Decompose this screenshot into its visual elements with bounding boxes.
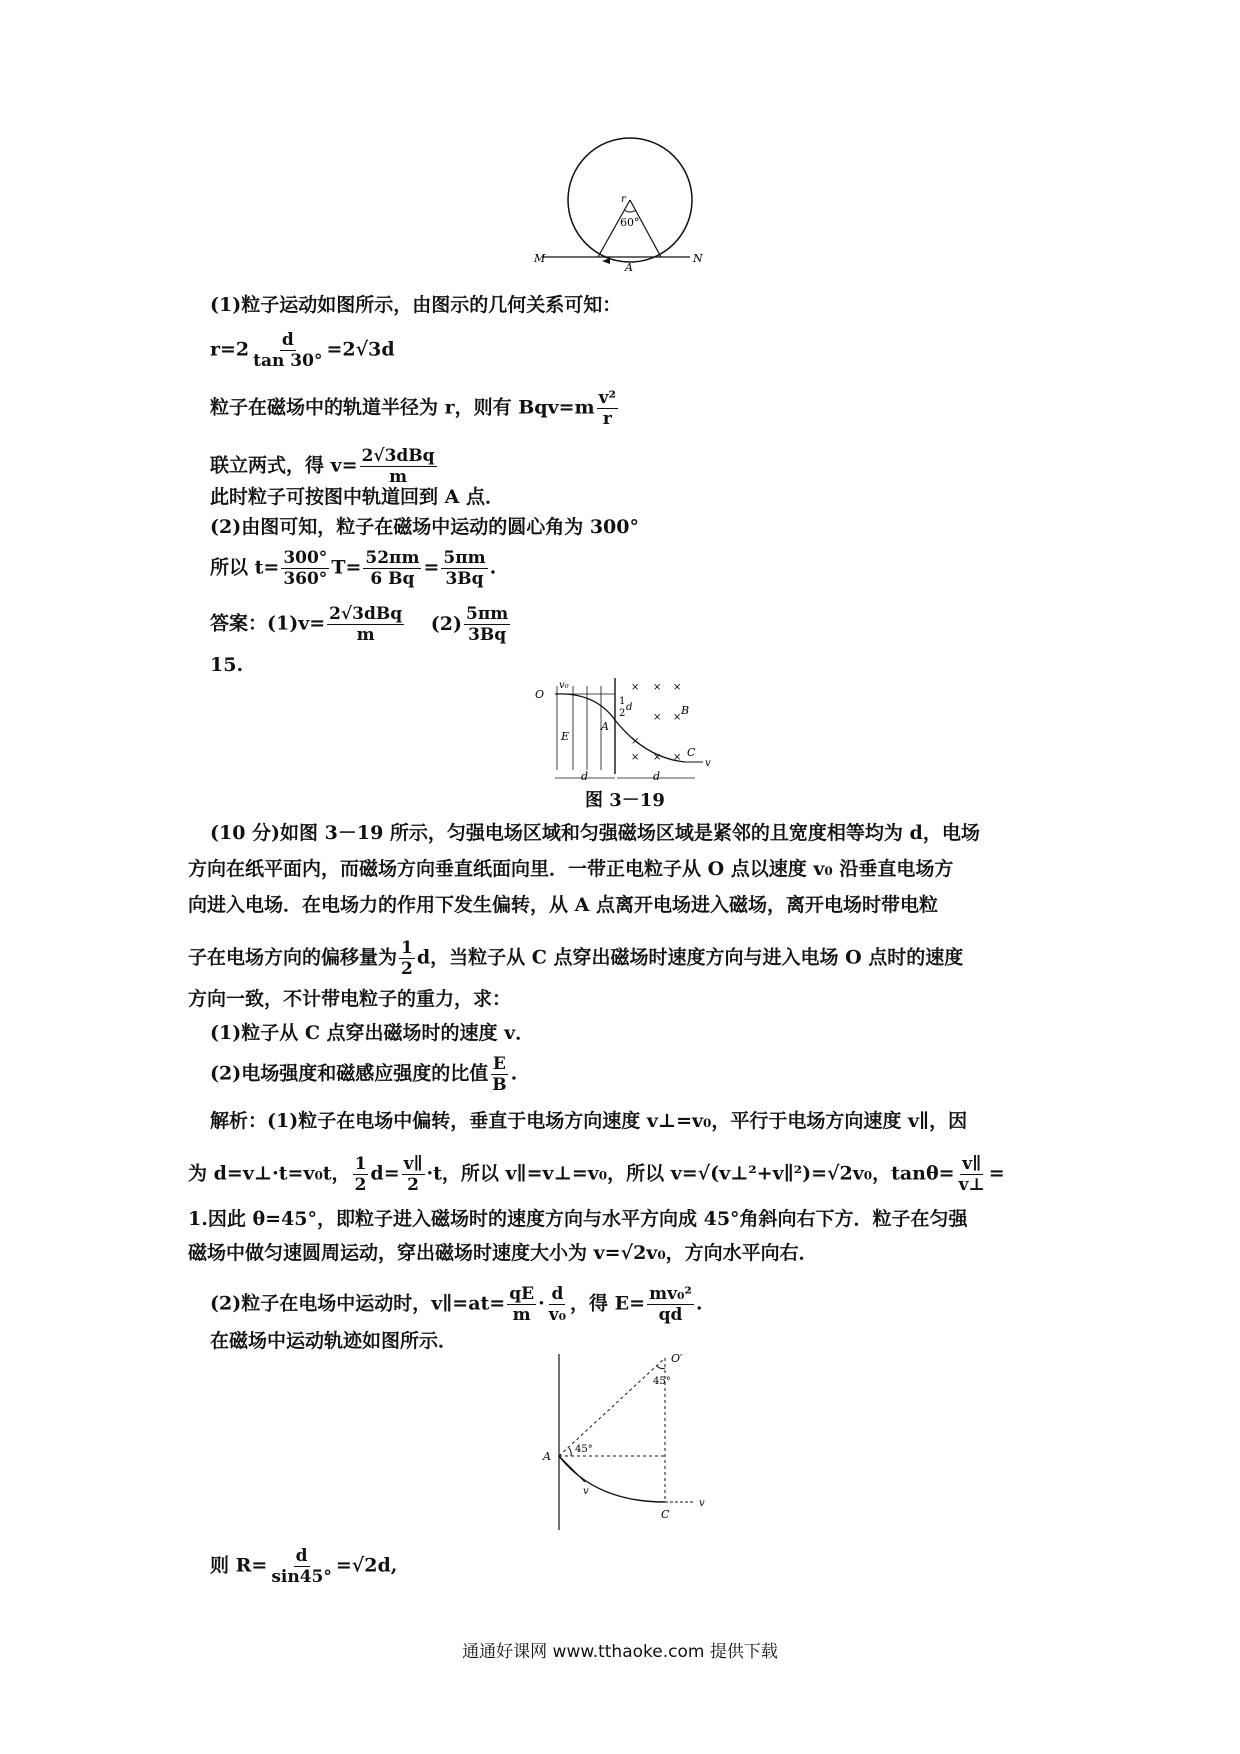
label-O: O bbox=[535, 688, 545, 701]
solution-formula: (2)粒子在电场中运动时，v∥=at= $\frac{qE}{m}$ · $\frac{d}{\text{v₀}}$ ，得 E= $\frac{\text{mv₀²}}{qd}$ . bbox=[210, 1284, 703, 1325]
x-mark: × bbox=[631, 736, 640, 747]
label-d2: d bbox=[653, 770, 661, 783]
problem-text: (10 分)如图 3－19 所示，匀强电场区域和匀强磁场区域是紧邻的且宽度相等均为 d，电场 bbox=[210, 822, 980, 844]
text-line: (2)由图可知，粒子在磁场中运动的圆心角为 300° bbox=[210, 516, 639, 538]
x-mark: × bbox=[673, 682, 682, 693]
magnetic-trajectory-figure bbox=[535, 1352, 735, 1532]
x-mark: × bbox=[653, 752, 662, 763]
label-v: v bbox=[705, 758, 711, 769]
solution-formula: 则 R= $\frac{d}{\sin 45^\circ}$ =√2d, bbox=[210, 1546, 398, 1587]
formula-t: 所以 t= $\frac{300^\circ}{360^\circ}$ T= $\frac{52\pi m}{6 Bq}$ = $\frac{5\pi m}{3Bq}$ . bbox=[210, 548, 497, 589]
label-d-small: d bbox=[626, 702, 633, 713]
label-half-num: 1 bbox=[619, 696, 626, 707]
problem-text: 子在电场方向的偏移量为 $\frac{1}{2}$ d，当粒子从 C 点穿出磁场时速度方向与进入电场 O 点时的速度 bbox=[188, 938, 964, 979]
label-v0: v₀ bbox=[559, 680, 569, 691]
label-B: B bbox=[681, 704, 690, 717]
footer: 通通好课网 www.tthaoke.com 提供下载 bbox=[462, 1642, 778, 1662]
answer-line: 答案：(1)v= $\frac{\text{2√3dBq}}{m}$ (2) $\frac{5\pi m}{3Bq}$ bbox=[210, 604, 509, 645]
label-C: C bbox=[661, 1508, 670, 1521]
x-mark: × bbox=[653, 712, 662, 723]
label-A: A bbox=[625, 261, 633, 274]
x-mark: × bbox=[631, 682, 640, 693]
label-d1: d bbox=[581, 770, 589, 783]
velocity-vector-A bbox=[559, 1456, 585, 1482]
label-half-den: 2 bbox=[619, 708, 626, 719]
x-mark: × bbox=[673, 712, 682, 723]
field-region-figure bbox=[535, 674, 735, 786]
solution-formula: 为 d=v⊥·t=v₀t， $\frac{1}{2}$ d= $\frac{v\parallel}{2}$ ·t，所以 v∥=v⊥=v₀，所以 v=√(v⊥²+v∥²)=√2v₀，tanθ= $\frac{v\parallel}{v\perp}$ = bbox=[188, 1154, 1005, 1195]
x-mark: × bbox=[631, 752, 640, 763]
formula-r: r=2 $\frac{d}{\tan 30^\circ}$ =2√3d bbox=[210, 330, 395, 371]
label-45-top: 45° bbox=[653, 1376, 671, 1387]
angle-arc-A bbox=[569, 1448, 571, 1456]
text-line: (1)粒子运动如图所示，由图示的几何关系可知： bbox=[210, 294, 622, 316]
angle-arc bbox=[624, 210, 636, 212]
problem-text: 方向一致，不计带电粒子的重力，求： bbox=[188, 988, 512, 1010]
sub-question-1: (1)粒子从 C 点穿出磁场时的速度 v． bbox=[210, 1022, 535, 1044]
label-A: A bbox=[601, 720, 609, 733]
label-N: N bbox=[693, 252, 703, 265]
solution-text: 磁场中做匀速圆周运动，穿出磁场时速度大小为 v=√2v₀，方向水平向右． bbox=[188, 1242, 818, 1264]
radius-dashed bbox=[559, 1358, 665, 1456]
label-Oprime: O′ bbox=[671, 1352, 683, 1365]
arrow-head bbox=[602, 258, 610, 264]
arc-trajectory bbox=[559, 1456, 665, 1502]
question-number: 15. bbox=[210, 654, 244, 676]
label-A: A bbox=[543, 1450, 551, 1463]
solution-text: 1.因此 θ=45°，即粒子进入磁场时的速度方向与水平方向成 45°角斜向右下方．粒子在匀强 bbox=[188, 1208, 968, 1230]
solution-text: 解析：(1)粒子在电场中偏转，垂直于电场方向速度 v⊥=v₀，平行于电场方向速度 v∥，因 bbox=[210, 1110, 968, 1132]
solution-text: 在磁场中运动轨迹如图所示． bbox=[210, 1330, 458, 1352]
x-mark: × bbox=[653, 682, 662, 693]
angle-arc-top bbox=[657, 1366, 665, 1369]
label-v1: v bbox=[583, 1486, 589, 1497]
x-mark: × bbox=[673, 752, 682, 763]
label-M: M bbox=[534, 252, 546, 265]
label-E: E bbox=[561, 730, 570, 743]
formula-v: 联立两式，得 v= $\frac{\text{2√3dBq}}{m}$ bbox=[210, 446, 435, 487]
formula-radius: 粒子在磁场中的轨道半径为 r，则有 Bqv=m $\frac{\text{v²}}{r}$ bbox=[210, 388, 616, 429]
sub-question-2: (2)电场强度和磁感应强度的比值 $\frac{E}{B}$ . bbox=[210, 1054, 518, 1095]
label-45-A: 45° bbox=[575, 1444, 593, 1455]
problem-text: 方向在纸平面内，而磁场方向垂直纸面向里．一带正电粒子从 O 点以速度 v₀ 沿垂直电场方 bbox=[188, 858, 954, 880]
problem-text: 向进入电场．在电场力的作用下发生偏转，从 A 点离开电场进入磁场，离开电场时带电粒 bbox=[188, 894, 938, 916]
label-C: C bbox=[687, 746, 696, 759]
figure-caption: 图 3－19 bbox=[585, 790, 665, 811]
circle-trajectory-figure bbox=[534, 140, 720, 280]
text-line: 此时粒子可按图中轨道回到 A 点． bbox=[210, 486, 504, 508]
label-60: 60° bbox=[620, 216, 640, 229]
label-v2: v bbox=[699, 1498, 705, 1509]
label-r: r bbox=[621, 194, 626, 205]
